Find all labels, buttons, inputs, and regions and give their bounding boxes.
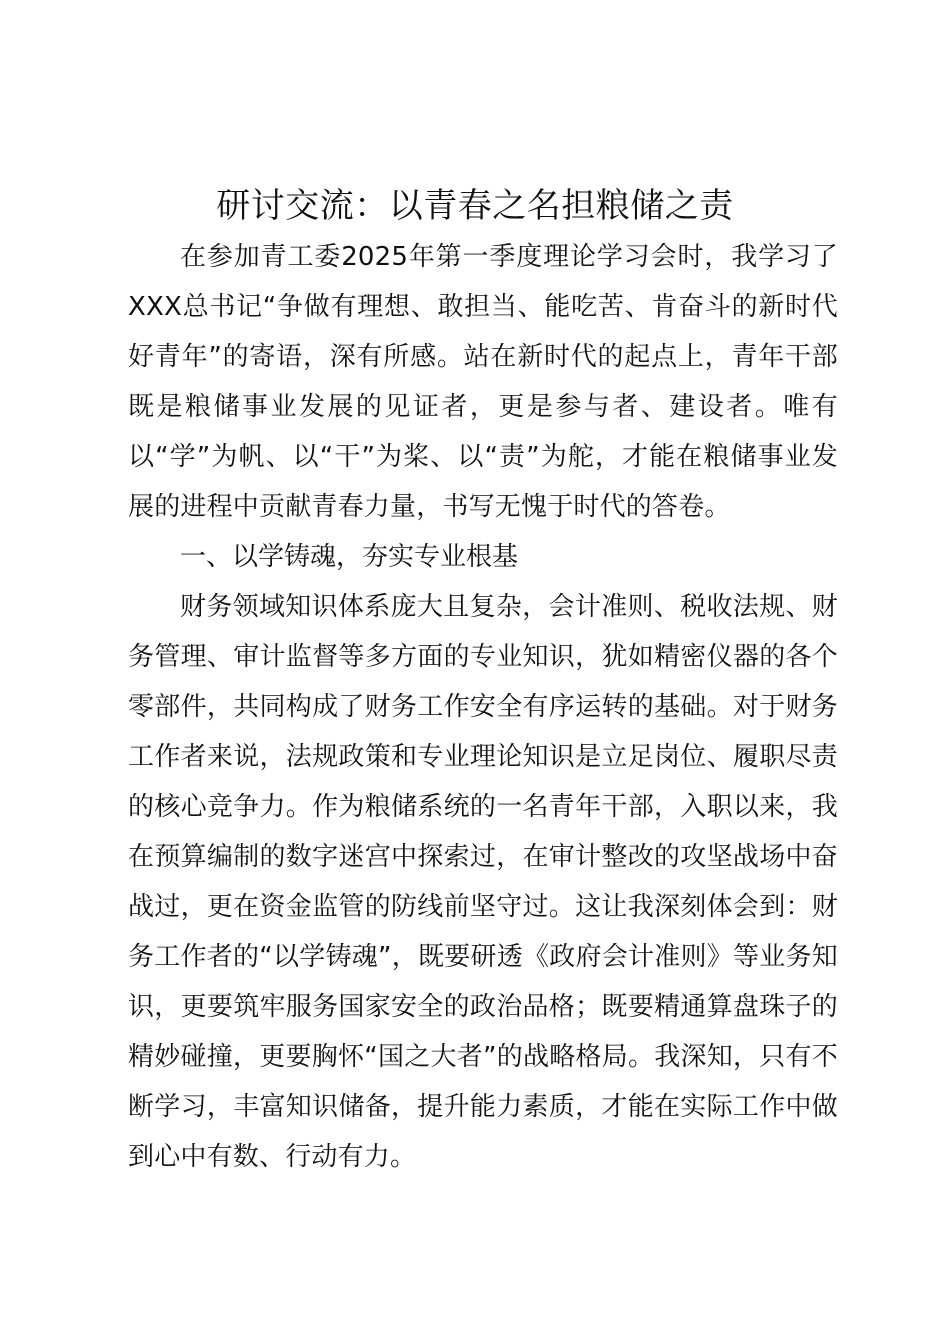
section-paragraph: 财务领域知识体系庞大且复杂，会计准则、税收法规、财务管理、审计监督等多方面的专业知识，犹如精密仪器的各个零部件，共同构成了财务工作安全有序运转的基础。对于财务工作者来说，法规政策和专业理论知识是立足岗位、履职尽责的核心竞争力。作为粮储系统的一名青年干部，入职以来，我在预算编制的数字迷宫中探索过，在审计整改的攻坚战场中奋战过，更在资金监管的防线前坚守过。这让我深刻体会到：财务工作者的“以学铸魂”，既要研透《政府会计准则》等业务知识，更要筑牢服务国家安全的政治品格；既要精通算盘珠子的精妙碰撞，更要胸怀“国之大者”的战略格局。我深知，只有不断学习，丰富知识储备，提升能力素质，才能在实际工作中做到心中有数、行动有力。 xyxy=(128,592,838,1172)
document-title: 研讨交流：以青春之名担粮储之责 xyxy=(216,186,734,226)
document-body xyxy=(128,232,838,1182)
intro-paragraph: 在参加青工委2025年第一季度理论学习会时，我学习了XXX总书记“争做有理想、敢担当、能吃苦、肯奋斗的新时代好青年”的寄语，深有所感。站在新时代的起点上，青年干部既是粮储事业发展的见证者，更是参与者、建设者。唯有以“学”为帆、以“干”为桨、以“责”为舵，才能在粮储事业发展的进程中贡献青春力量，书写无愧于时代的答卷。 xyxy=(128,242,838,522)
section-heading: 一、以学铸魂，夯实专业根基 xyxy=(180,542,519,572)
